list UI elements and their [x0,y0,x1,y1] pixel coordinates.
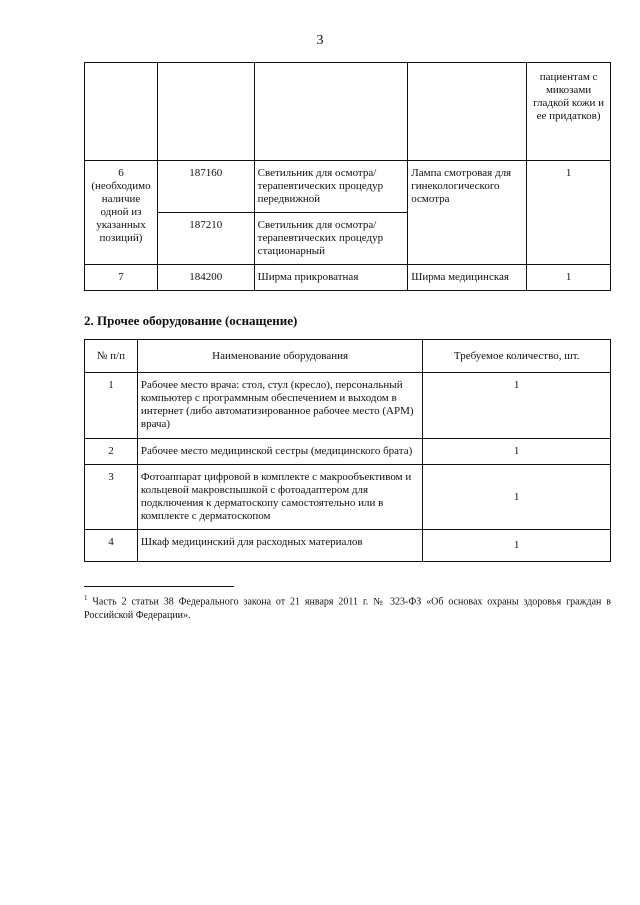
row-number: 2 [85,439,138,465]
table-row [85,465,611,530]
footnote-text: Часть 2 статьи 38 Федерального закона от 21 января 2011 г. № 323-ФЗ «Об основах охраны здоровья граждан в Российской Федерации». [84,596,612,622]
name-cell: Светильник для осмотра/терапевтических процедур передвижной [254,161,408,213]
name-cell: Шкаф медицинский для расходных материалов [137,530,422,562]
name-cell: Ширма прикроватная [254,265,408,291]
name-cell: Фотоаппарат цифровой в комплекте с макрообъективом и кольцевой макровспышкой с фотоадаптером для подключения к дерматоскопу самостоятельно или в комплекте с дерматоскопом [137,465,422,530]
row-number: 1 [85,373,138,439]
type-cell: Ширма медицинская [408,265,527,291]
col-header-name: Наименование оборудования [137,340,422,373]
type-cell: Лампа смотровая для гинекологического осмотра [408,161,527,265]
row-number: 6 (необходимо наличие одной из указанных позиций) [85,161,158,265]
table-row [85,530,611,562]
qty-cell: 1 [527,265,611,291]
table-row [85,63,611,161]
qty-cell: 1 [423,465,611,530]
code-cell: 187210 [157,213,254,265]
qty-cell: 1 [423,373,611,439]
table-row [85,161,611,213]
col-header-num: № п/п [85,340,138,373]
row-number: 3 [85,465,138,530]
table-row [85,373,611,439]
name-cell: Рабочее место врача: стол, стул (кресло), персональный компьютер с программным обеспечением и выходом в интернет (либо автоматизированное рабочее место (АРМ) врача) [137,373,422,439]
table-row [85,439,611,465]
qty-cell: 1 [423,439,611,465]
code-cell: 184200 [157,265,254,291]
equipment-table-continued [84,62,611,291]
page-number: 3 [316,33,324,48]
code-cell: 187160 [157,161,254,213]
continued-header-cell: пациентам с микозами гладкой кожи и ее придатков) [527,63,611,161]
footnote-marker: 1 [84,594,88,602]
row-number: 7 [85,265,158,291]
qty-cell: 1 [527,161,611,265]
footnote-divider [84,586,234,587]
table-header-row [85,340,611,373]
row-number: 4 [85,530,138,562]
table-row [85,265,611,291]
section-heading: 2. Прочее оборудование (оснащение) [84,313,298,328]
col-header-qty: Требуемое количество, шт. [423,340,611,373]
name-cell: Светильник для осмотра/терапевтических процедур стационарный [254,213,408,265]
other-equipment-table [84,339,611,562]
footnote [84,591,611,623]
name-cell: Рабочее место медицинской сестры (медицинского брата) [137,439,422,465]
qty-cell: 1 [423,530,611,562]
